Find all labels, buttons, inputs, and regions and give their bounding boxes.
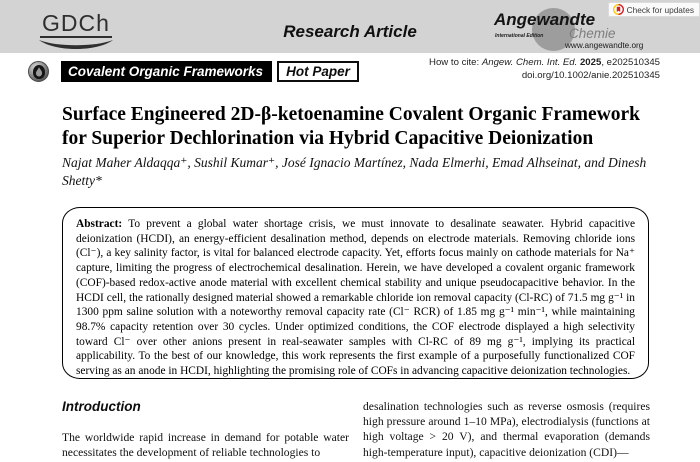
abstract-box xyxy=(62,207,649,379)
angewandte-name: Angewandte xyxy=(494,10,596,29)
citation-article-number: , e202510345 xyxy=(601,57,660,68)
citation-block xyxy=(429,57,660,82)
doi-link[interactable]: doi.org/10.1002/anie.202510345 xyxy=(521,69,660,81)
introduction-heading: Introduction xyxy=(62,399,141,414)
journal-header xyxy=(0,0,700,53)
gdch-logo-text: GDCh xyxy=(42,10,110,36)
intro-left-column xyxy=(62,399,349,461)
intro-paragraph-right: desalination technologies such as reverse osmosis (requires high pressure around 1–10 MPa), electrodialysis (functions at high voltage > 20 V), and thermal evaporation (demands high-temperature input), capacitive deionization (CDI)— xyxy=(363,400,650,459)
intro-right-column xyxy=(363,399,650,461)
citation-line xyxy=(429,57,660,70)
article-type-label: Research Article xyxy=(283,22,417,41)
badges-row xyxy=(28,61,359,82)
angewandte-edition: International Edition xyxy=(495,33,544,39)
author-list: Najat Maher Aldaqqa⁺, Sushil Kumar⁺, José Ignacio Martínez, Nada Elmerhi, Emad Alhseinat, and Dinesh Shetty* xyxy=(62,155,647,188)
article-title: Surface Engineered 2D-β-ketoenamine Covalent Organic Framework for Superior Dechlorination via Hybrid Capacitive Deionization xyxy=(62,104,641,149)
citation-journal: Angew. Chem. Int. Ed. xyxy=(481,57,580,68)
flame-icon xyxy=(33,65,45,79)
check-for-updates-button[interactable] xyxy=(608,2,700,17)
hot-paper-badge: Hot Paper xyxy=(277,61,359,82)
abstract-text: To prevent a global water shortage crisis, we must innovate to desalinate seawater. Hybrid capacitive deionization (HCDI), an energy-efficient desalination method, depends on electrode materials. Removing chloride ions (Cl⁻), a key salinity factor, is vital for balanced electrode capacity. Yet, efforts focus mainly on cathode materials for Na⁺ capture, limiting the progress of electrochemical desalination. Herein, we have developed a covalent organic framework (COF)-based redox-active anode material with excellent chemical stability and unique pseudocapacitive behavior. In the HCDI cell, the rationally designed material showed a remarkable chloride ion removal capacity (Cl-RC) of 71.5 mg g⁻¹ in 1300 ppm saline solution with a noteworthy removal capacity rate (Cl⁻ RCR) of 1.85 mg g⁻¹ min⁻¹, while maintaining 98.7% capacity retention over 30 cycles. Under optimized conditions, the COF electrode displayed a high selectivity toward Cl⁻ over other anions present in real-seawater samples with Cl-RC of 89 mg g⁻¹, implying its practical applicability. To the best of our knowledge, this work represents the first example of a purposefully functionalized COF serving as an anode in HCDI, highlighting the promising role of COFs in advancing capacitive deionization technologies. xyxy=(76,218,635,378)
citation-year: 2025 xyxy=(579,57,602,68)
hot-paper-icon xyxy=(28,61,49,82)
abstract-label: Abstract: xyxy=(76,218,123,230)
subject-badge: Covalent Organic Frameworks xyxy=(61,61,272,82)
introduction-section xyxy=(62,399,650,461)
crossmark-icon xyxy=(613,4,624,15)
check-for-updates-label: Check for updates xyxy=(626,4,694,15)
citation-prefix: How to cite: xyxy=(429,57,482,68)
angewandte-website-link[interactable]: www.angewandte.org xyxy=(565,41,644,50)
intro-paragraph-left: The worldwide rapid increase in demand for potable water necessitates the development of reliable technologies to xyxy=(62,431,349,460)
angewandte-chemie: Chemie xyxy=(569,26,616,41)
